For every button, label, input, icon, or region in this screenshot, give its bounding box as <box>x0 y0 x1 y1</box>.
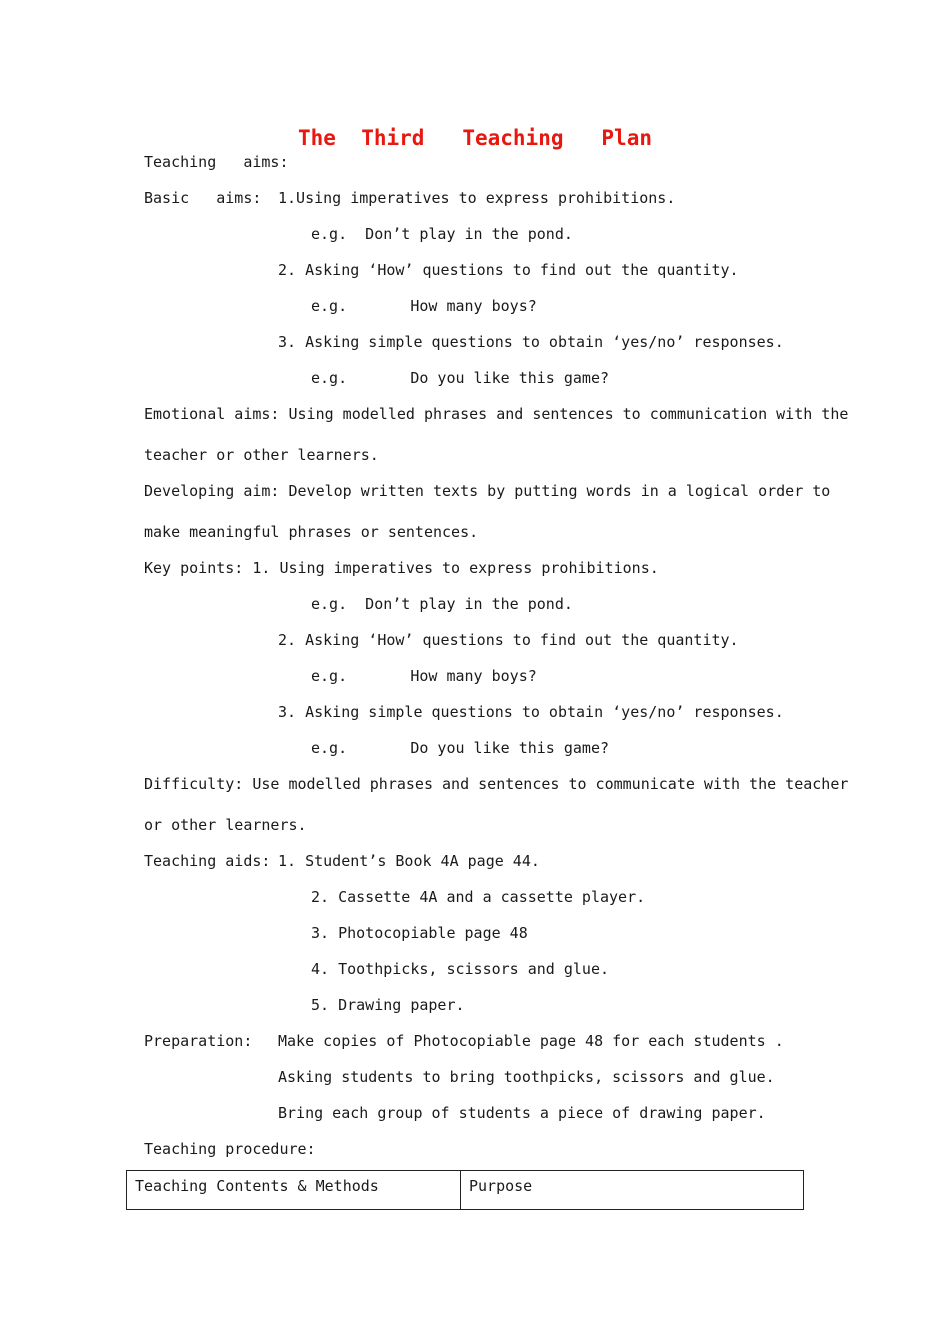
key-points-line-1: Key points: 1. Using imperatives to express prohibitions. <box>144 559 659 577</box>
teaching-procedure-label: Teaching procedure: <box>144 1140 316 1158</box>
teaching-aid-item: 2. Cassette 4A and a cassette player. <box>311 888 646 906</box>
basic-aim-1: 1.Using imperatives to express prohibitions. <box>278 189 676 207</box>
table-header-contents-methods: Teaching Contents & Methods <box>127 1171 461 1210</box>
preparation-item: Make copies of Photocopiable page 48 for each students . <box>278 1032 784 1050</box>
table-header-purpose: Purpose <box>461 1171 804 1210</box>
basic-aim-3-example: e.g. Do you like this game? <box>311 369 610 387</box>
preparation-item: Asking students to bring toothpicks, scissors and glue. <box>278 1068 775 1086</box>
table-header-row <box>127 1171 804 1210</box>
basic-aim-2-example: e.g. How many boys? <box>311 297 537 315</box>
basic-aim-2: 2. Asking ‘How’ questions to find out the quantity. <box>278 261 739 279</box>
page-title: The Third Teaching Plan <box>297 126 652 150</box>
basic-aims-label: Basic aims: <box>144 189 262 207</box>
key-points-line-3-example: e.g. Do you like this game? <box>311 739 610 757</box>
teaching-procedure-table <box>126 1170 804 1210</box>
teaching-aid-item: 4. Toothpicks, scissors and glue. <box>311 960 610 978</box>
teaching-aids-label: Teaching aids: <box>144 852 271 870</box>
emotional-aims-line-2: teacher or other learners. <box>144 446 379 464</box>
emotional-aims-line-1: Emotional aims: Using modelled phrases and sentences to communication with the <box>144 405 849 423</box>
developing-aim-line-1: Developing aim: Develop written texts by putting words in a logical order to <box>144 482 831 500</box>
teaching-aims-heading: Teaching aims: <box>144 153 289 171</box>
difficulty-line-2: or other learners. <box>144 816 307 834</box>
preparation-item: Bring each group of students a piece of drawing paper. <box>278 1104 766 1122</box>
difficulty-line-1: Difficulty: Use modelled phrases and sentences to communicate with the teacher <box>144 775 849 793</box>
key-points-line-2: 2. Asking ‘How’ questions to find out the quantity. <box>278 631 739 649</box>
teaching-aid-item: 1. Student’s Book 4A page 44. <box>278 852 540 870</box>
basic-aim-3: 3. Asking simple questions to obtain ‘yes/no’ responses. <box>278 333 784 351</box>
preparation-label: Preparation: <box>144 1032 253 1050</box>
basic-aim-1-example: e.g. Don’t play in the pond. <box>311 225 573 243</box>
key-points-line-3: 3. Asking simple questions to obtain ‘yes/no’ responses. <box>278 703 784 721</box>
teaching-aid-item: 3. Photocopiable page 48 <box>311 924 528 942</box>
key-points-line-1-example: e.g. Don’t play in the pond. <box>311 595 573 613</box>
key-points-line-2-example: e.g. How many boys? <box>311 667 537 685</box>
developing-aim-line-2: make meaningful phrases or sentences. <box>144 523 479 541</box>
teaching-aid-item: 5. Drawing paper. <box>311 996 465 1014</box>
